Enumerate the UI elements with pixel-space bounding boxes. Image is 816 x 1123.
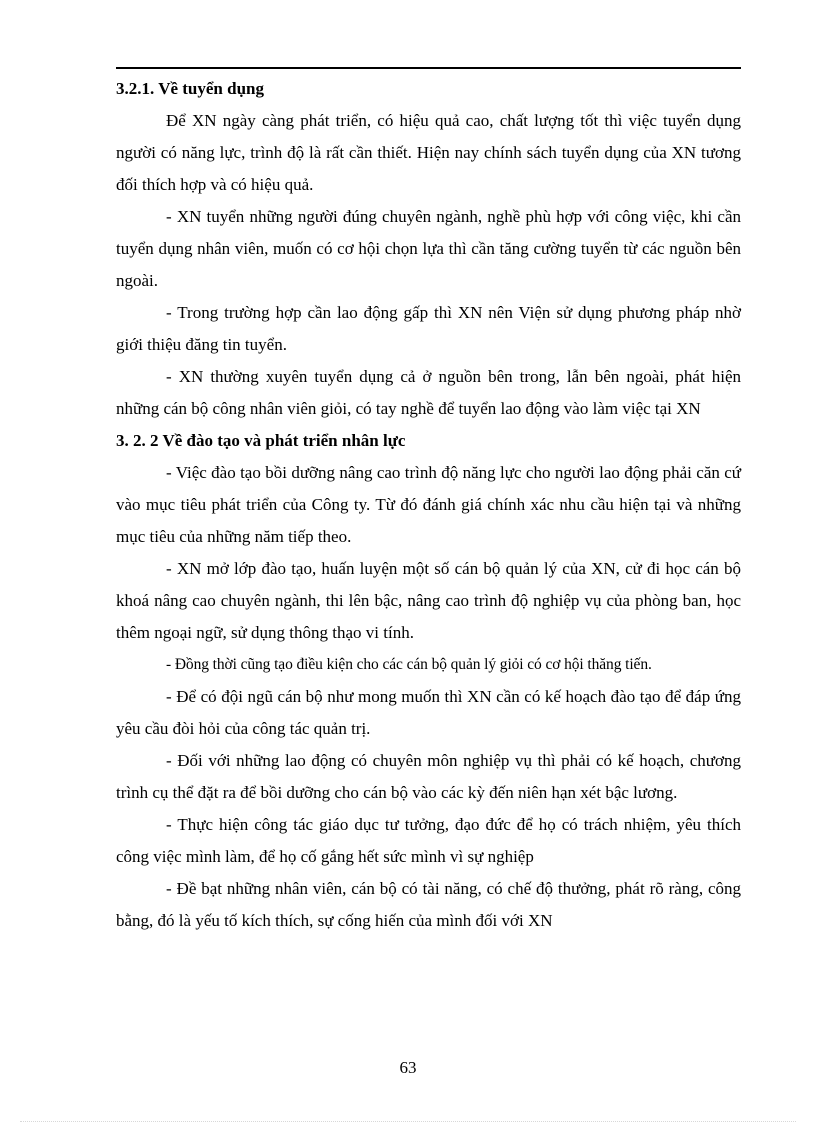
paragraph: - XN thường xuyên tuyển dụng cả ở nguồn bên trong, lẫn bên ngoài, phát hiện những cán bộ công nhân viên giỏi, có tay nghề để tuyển lao động vào làm việc tại XN: [116, 367, 741, 418]
section-heading-training: 3. 2. 2 Về đào tạo và phát triển nhân lực: [116, 431, 406, 450]
paragraph: - XN tuyển những người đúng chuyên ngành, nghề phù hợp với công việc, khi cần tuyển dụng nhân viên, muốn có cơ hội chọn lựa thì cần tăng cường tuyển từ các nguồn bên ngoài.: [116, 207, 741, 290]
paragraph: - Đối với những lao động có chuyên môn nghiệp vụ thì phải có kế hoạch, chương trình cụ thể đặt ra để bồi dưỡng cho cán bộ vào các kỳ đến niên hạn xét bậc lương.: [116, 751, 741, 802]
paragraph: - Thực hiện công tác giáo dục tư tưởng, đạo đức để họ có trách nhiệm, yêu thích công việc mình làm, để họ cố gắng hết sức mình vì sự nghiệp: [116, 815, 741, 866]
section-heading-recruitment: 3.2.1. Về tuyển dụng: [116, 79, 264, 98]
page-body: [116, 73, 741, 937]
paragraph: - Đồng thời cũng tạo điều kiện cho các cán bộ quản lý giỏi có cơ hội thăng tiến.: [166, 656, 652, 673]
page-number: 63: [399, 1058, 417, 1077]
paragraph: - Đề bạt những nhân viên, cán bộ có tài năng, có chế độ thưởng, phát rõ ràng, công bằng, đó là yếu tố kích thích, sự cống hiến của mình đối với XN: [116, 879, 741, 930]
paragraph: - Để có đội ngũ cán bộ như mong muốn thì XN cần có kế hoạch đào tạo để đáp ứng yêu cầu đòi hỏi của công tác quản trị.: [116, 687, 741, 738]
paragraph: Để XN ngày càng phát triển, có hiệu quả cao, chất lượng tốt thì việc tuyển dụng người có năng lực, trình độ là rất cần thiết. Hiện nay chính sách tuyển dụng của XN tương đối thích hợp và có hiệu quả.: [116, 111, 741, 194]
page-edge-divider: [20, 1121, 796, 1122]
paragraph: - XN mở lớp đào tạo, huấn luyện một số cán bộ quản lý của XN, cử đi học cán bộ khoá nâng cao chuyên ngành, thi lên bậc, nâng cao trình độ nghiệp vụ của phòng ban, học thêm ngoại ngữ, sử dụng thông thạo vi tính.: [116, 559, 741, 642]
paragraph: - Trong trường hợp cần lao động gấp thì XN nên Viện sử dụng phương pháp nhờ giới thiệu đăng tin tuyển.: [116, 303, 741, 354]
header-rule: [116, 67, 741, 69]
paragraph: - Việc đào tạo bồi dưỡng nâng cao trình độ năng lực cho người lao động phải căn cứ vào mục tiêu phát triển của Công ty. Từ đó đánh giá chính xác nhu cầu hiện tại và những mục tiêu của những năm tiếp theo.: [116, 463, 741, 546]
